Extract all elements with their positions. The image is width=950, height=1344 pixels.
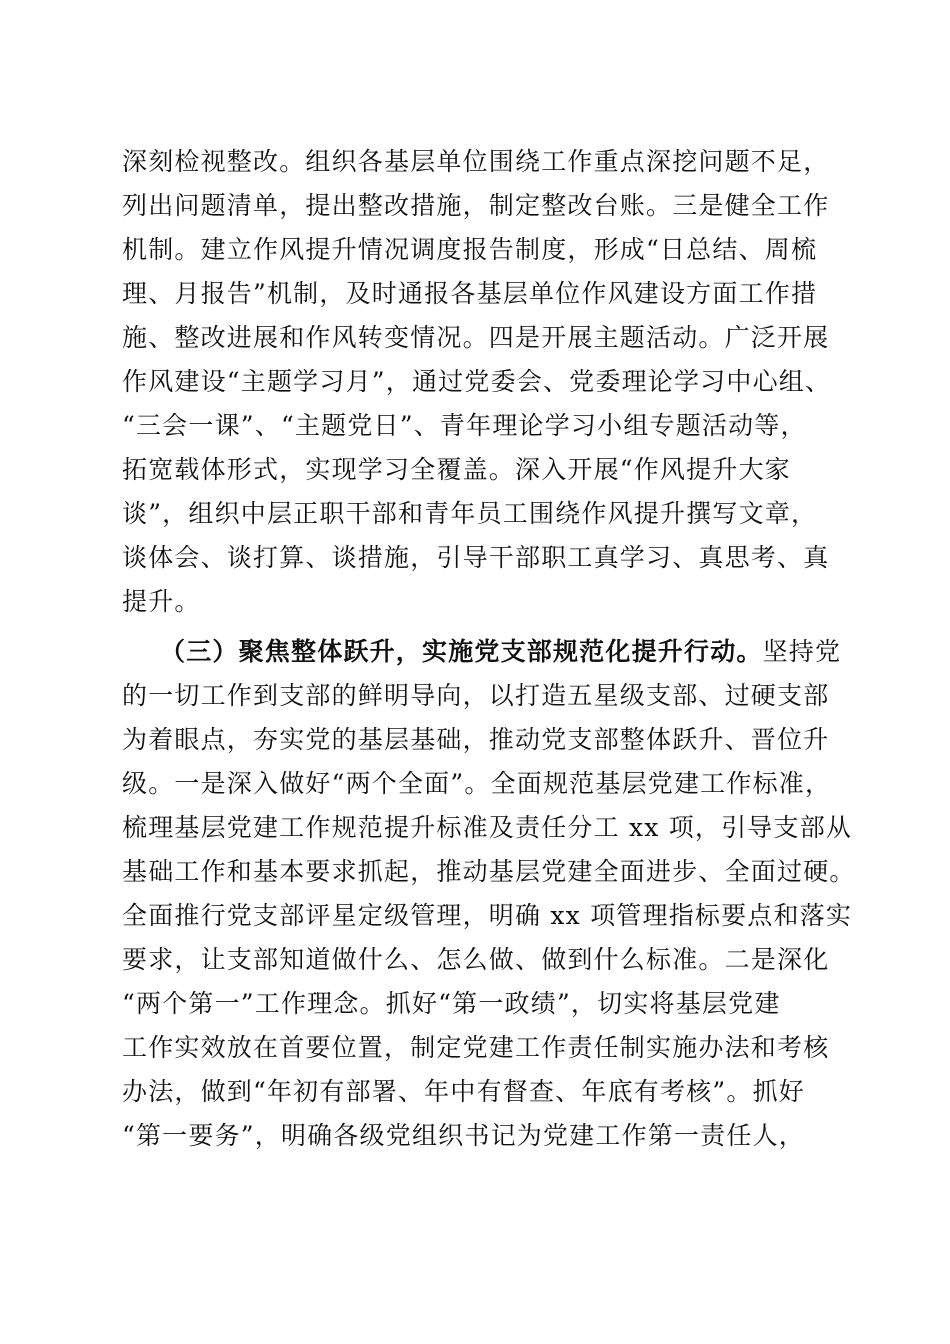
section-3-first-line-rest: 坚持党: [762, 637, 842, 666]
paragraph-line: 级。一是深入做好“两个全面”。全面规范基层党建工作标准，: [122, 769, 832, 798]
paragraph-line: “三会一课”、“主题党日”、青年理论学习小组专题活动等，: [122, 411, 807, 440]
paragraph-line: 拓宽载体形式，实现学习全覆盖。深入开展“作风提升大家: [122, 455, 791, 484]
paragraph-line: 施、整改进展和作风转变情况。四是开展主题活动。广泛开展: [122, 323, 830, 352]
paragraph-line: 理、月报告”机制，及时通报各基层单位作风建设方面工作措: [122, 279, 818, 308]
paragraph-line: “两个第一”工作理念。抓好“第一政绩”，切实将基层党建: [122, 989, 781, 1018]
paragraph-line: 要求，让支部知道做什么、怎么做、做到什么标准。二是深化: [122, 945, 830, 974]
paragraph-line: 基础工作和基本要求抓起，推动基层党建全面进步、全面过硬。: [122, 857, 856, 886]
paragraph-line: 的一切工作到支部的鲜明导向，以打造五星级支部、过硬支部: [122, 681, 830, 710]
paragraph-line: 深刻检视整改。组织各基层单位围绕工作重点深挖问题不足，: [122, 147, 830, 176]
paragraph-line: 梳理基层党建工作规范提升标准及责任分工 xx 项，引导支部从: [122, 813, 853, 842]
paragraph-line: 谈体会、谈打算、谈措施，引导干部职工真学习、真思考、真: [122, 543, 830, 572]
paragraph-line: 提升。: [122, 587, 201, 616]
paragraph-line: 工作实效放在首要位置，制定党建工作责任制实施办法和考核: [122, 1033, 830, 1062]
paragraph-line: 为着眼点，夯实党的基层基础，推动党支部整体跃升、晋位升: [122, 725, 830, 754]
section-3-heading: （三）聚焦整体跃升，实施党支部规范化提升行动。: [160, 637, 763, 666]
paragraph-line: 办法，做到“年初有部署、年中有督查、年底有考核”。抓好: [122, 1077, 805, 1106]
paragraph-line: 作风建设“主题学习月”，通过党委会、党委理论学习中心组、: [122, 367, 832, 396]
paragraph-line: 谈”，组织中层正职干部和青年员工围绕作风提升撰写文章，: [122, 499, 818, 528]
paragraph-line: 机制。建立作风提升情况调度报告制度，形成“日总结、周梳: [122, 235, 818, 264]
paragraph-line: 全面推行党支部评星定级管理，明确 xx 项管理指标要点和落实: [122, 901, 853, 930]
paragraph-line: “第一要务”，明确各级党组织书记为党建工作第一责任人，: [122, 1121, 805, 1150]
section-3-first-line: [160, 632, 880, 672]
paragraph-line: 列出问题清单，提出整改措施，制定整改台账。三是健全工作: [122, 191, 830, 220]
